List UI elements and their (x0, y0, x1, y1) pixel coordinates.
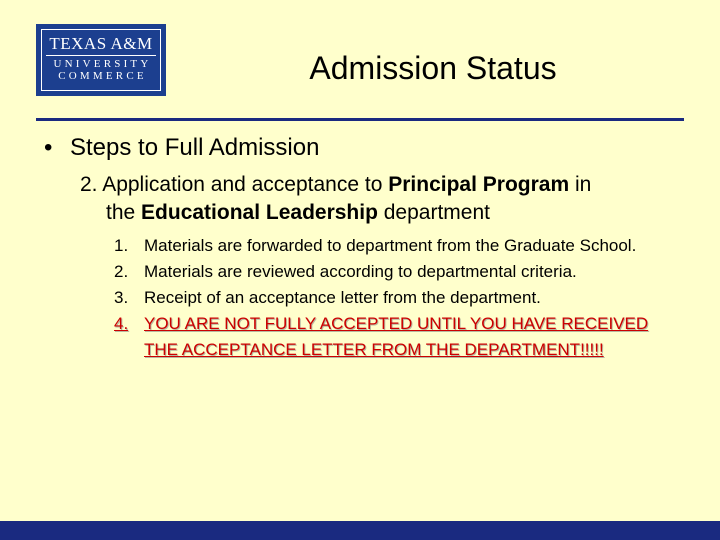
university-logo (36, 24, 166, 96)
footer-bar (0, 521, 720, 540)
logo-divider (46, 55, 156, 56)
sub-point-number: 2. (80, 173, 98, 196)
logo-line-3: COMMERCE (58, 70, 147, 82)
logo-line-1: TEXAS A&M (49, 34, 153, 53)
list-item (114, 285, 674, 311)
steps-list (114, 233, 674, 363)
slide-title: Admission Status (309, 50, 557, 86)
list-item-text: Materials are forwarded to department from the Graduate School. (144, 236, 637, 255)
department-name: Educational Leadership (141, 201, 378, 224)
list-item-number: 1. (114, 236, 129, 255)
sub-point-line-1 (80, 171, 690, 199)
list-item (114, 259, 674, 285)
sub-point-text-2: in (569, 173, 592, 196)
bullet-icon: • (44, 134, 53, 161)
list-item-number: 4. (114, 314, 129, 333)
warning-list-item (114, 311, 674, 363)
sub-point-text-3: the (106, 201, 142, 224)
program-name: Principal Program (388, 173, 570, 196)
sub-point-text-1: Application and acceptance to (97, 173, 389, 196)
list-item (114, 233, 674, 259)
sub-point-line-2 (80, 199, 690, 227)
sub-point-text-4: department (377, 201, 490, 224)
main-bullet (44, 133, 319, 163)
list-item-text: Receipt of an acceptance letter from the department. (144, 288, 541, 307)
title-divider (36, 118, 684, 121)
logo-frame (41, 29, 161, 91)
list-item-number: 2. (114, 262, 129, 281)
sub-point (80, 171, 690, 227)
list-item-text: Materials are reviewed according to departmental criteria. (144, 262, 577, 281)
list-item-number: 3. (114, 288, 129, 307)
logo-line-2: UNIVERSITY (53, 58, 152, 70)
warning-text: YOU ARE NOT FULLY ACCEPTED UNTIL YOU HAVE RECEIVED THE ACCEPTANCE LETTER FROM THE DEPARTMENT!!!!! (144, 314, 649, 359)
main-bullet-text: Steps to Full Admission (70, 134, 320, 161)
